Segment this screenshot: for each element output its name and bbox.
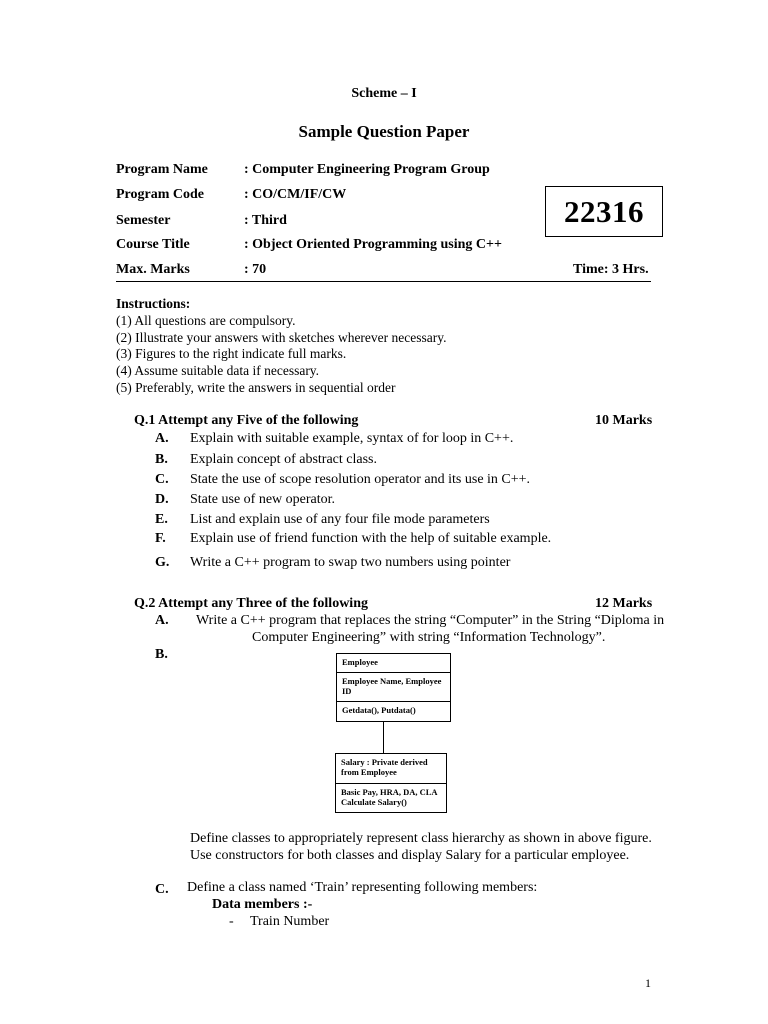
- employee-class-methods: Getdata(), Putdata(): [337, 701, 450, 721]
- employee-class-attributes: Employee Name, Employee ID: [337, 672, 450, 701]
- employee-class-name: Employee: [342, 657, 378, 667]
- semester-value: : Third: [244, 213, 287, 228]
- q2-c-text: Define a class named ‘Train’ representing following members:: [187, 880, 538, 895]
- course-title-value: : Object Oriented Programming using C++: [244, 237, 502, 252]
- q2-heading: Q.2 Attempt any Three of the following: [134, 596, 368, 611]
- q1-item-text: Explain use of friend function with the help of suitable example.: [190, 531, 552, 546]
- q2-a-text-line1: Write a C++ program that replaces the string “Computer” in the String “Diploma in: [196, 613, 665, 628]
- q1-item-letter: G.: [155, 555, 170, 570]
- q2-b-text-line1: Define classes to appropriately represent class hierarchy as shown in above figure.: [190, 831, 652, 846]
- course-code-box: [545, 186, 663, 237]
- program-code-label: Program Code: [116, 187, 204, 202]
- q1-item-text: List and explain use of any four file mode parameters: [190, 512, 490, 527]
- instruction-item: (2) Illustrate your answers with sketches wherever necessary.: [116, 330, 447, 345]
- program-code-value: : CO/CM/IF/CW: [244, 187, 347, 202]
- course-title-label: Course Title: [116, 237, 190, 252]
- q1-item-letter: C.: [155, 472, 169, 487]
- q1-item-text: Explain concept of abstract class.: [190, 452, 377, 467]
- inheritance-connector: [383, 722, 384, 753]
- page-title: Sample Question Paper: [298, 122, 470, 141]
- course-code: 22316: [564, 193, 644, 229]
- max-marks-label: Max. Marks: [116, 262, 190, 277]
- time-label: Time: 3 Hrs.: [573, 262, 649, 277]
- q2-b-letter: B.: [155, 647, 168, 662]
- q2-a-text-line2: Computer Engineering” with string “Information Technology”.: [252, 630, 606, 645]
- q2-c-letter: C.: [155, 882, 169, 897]
- q1-item-text: Write a C++ program to swap two numbers using pointer: [190, 555, 511, 570]
- max-marks-value: : 70: [244, 262, 267, 277]
- salary-class-name: Salary : Private derived from Employee: [341, 757, 428, 777]
- q2-c-item: Train Number: [250, 914, 330, 929]
- q2-b-text-line2: Use constructors for both classes and display Salary for a particular employee.: [190, 848, 630, 863]
- instructions-heading: Instructions:: [116, 296, 191, 311]
- q1-item-text: State use of new operator.: [190, 492, 336, 507]
- salary-class-box: [335, 753, 447, 813]
- q2-a-letter: A.: [155, 613, 169, 628]
- q2-marks: 12 Marks: [595, 596, 653, 611]
- q1-item-letter: E.: [155, 512, 168, 527]
- q2-c-dash: -: [229, 914, 234, 929]
- semester-label: Semester: [116, 213, 171, 228]
- q2-c-subheading: Data members :-: [212, 897, 313, 912]
- q1-marks: 10 Marks: [595, 413, 653, 428]
- instruction-item: (5) Preferably, write the answers in sequential order: [116, 380, 396, 395]
- salary-class-members: Basic Pay, HRA, DA, CLA Calculate Salary(): [336, 783, 446, 812]
- program-name-value: : Computer Engineering Program Group: [244, 162, 490, 177]
- q1-item-text: Explain with suitable example, syntax of for loop in C++.: [190, 431, 514, 446]
- q1-item-letter: A.: [155, 431, 169, 446]
- header-divider: [116, 281, 651, 282]
- scheme-label: Scheme – I: [351, 86, 417, 101]
- page-number: 1: [645, 976, 651, 990]
- employee-class-box: [336, 653, 451, 722]
- q1-heading: Q.1 Attempt any Five of the following: [134, 413, 359, 428]
- instruction-item: (4) Assume suitable data if necessary.: [116, 363, 320, 378]
- instruction-item: (1) All questions are compulsory.: [116, 313, 296, 328]
- instruction-item: (3) Figures to the right indicate full marks.: [116, 346, 347, 361]
- q1-item-letter: F.: [155, 531, 166, 546]
- q1-item-letter: B.: [155, 452, 168, 467]
- q1-item-letter: D.: [155, 492, 169, 507]
- program-name-label: Program Name: [116, 162, 208, 177]
- q1-item-text: State the use of scope resolution operator and its use in C++.: [190, 472, 531, 487]
